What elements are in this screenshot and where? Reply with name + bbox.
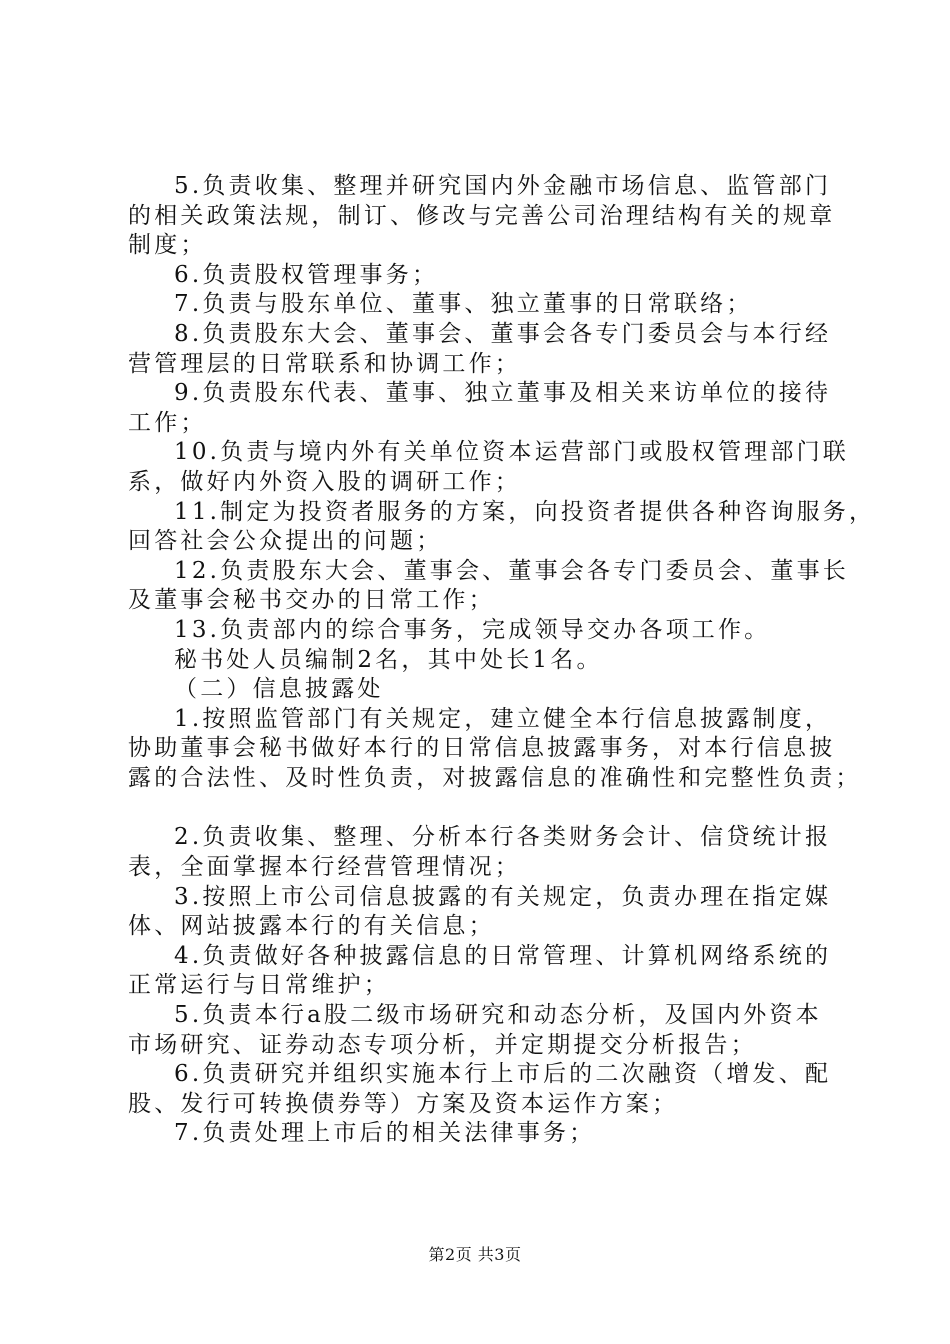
paragraph-line: 股、发行可转换债券等）方案及资本运作方案；	[128, 1090, 679, 1117]
paragraph-line: 正常运行与日常维护；	[128, 972, 390, 999]
blank-line	[128, 793, 843, 823]
paragraph-line: 10.负责与境内外有关单位资本运营部门或股权管理部门联	[174, 439, 849, 466]
paragraph-line: 1.按照监管部门有关规定，建立健全本行信息披露制度，	[174, 705, 832, 732]
paragraph-line: 13.负责部内的综合事务，完成领导交办各项工作。	[174, 616, 771, 643]
paragraph-line: 7.负责与股东单位、董事、独立董事的日常联络；	[174, 291, 753, 318]
paragraph-line: 5.负责收集、整理并研究国内外金融市场信息、监管部门	[174, 173, 832, 199]
paragraph-line: 表，全面掌握本行经营管理情况；	[128, 854, 521, 881]
paragraph-line: 12.负责股东大会、董事会、董事会各专门委员会、董事长	[174, 557, 849, 584]
paragraph-line: 5.负责本行a股二级市场研究和动态分析，及国内外资本	[174, 1002, 822, 1029]
paragraph-line: 系，做好内外资入股的调研工作；	[128, 468, 521, 495]
paragraph-line: 4.负责做好各种披露信息的日常管理、计算机网络系统的	[174, 942, 832, 969]
paragraph-line: 9.负责股东代表、董事、独立董事及相关来访单位的接待	[174, 380, 832, 407]
paragraph-line: 及董事会秘书交办的日常工作；	[128, 587, 495, 614]
paragraph-line: 制度；	[128, 232, 207, 259]
paragraph-line: 回答社会公众提出的问题；	[128, 528, 443, 555]
paragraph-line: 7.负责处理上市后的相关法律事务；	[174, 1120, 596, 1147]
paragraph-line: 秘书处人员编制2名，其中处长1名。	[174, 646, 603, 673]
paragraph-line: 的相关政策法规，制订、修改与完善公司治理结构有关的规章	[128, 202, 836, 229]
section-heading: （二）信息披露处	[174, 676, 384, 703]
paragraph-line: 6.负责研究并组织实施本行上市后的二次融资（增发、配	[174, 1061, 832, 1088]
paragraph-line: 11.制定为投资者服务的方案，向投资者提供各种咨询服务，	[174, 498, 876, 525]
paragraph-line: 协助董事会秘书做好本行的日常信息披露事务，对本行信息披	[128, 735, 836, 762]
document-body	[128, 172, 876, 1149]
paragraph-line: 8.负责股东大会、董事会、董事会各专门委员会与本行经	[174, 320, 832, 347]
paragraph-line: 6.负责股权管理事务；	[174, 261, 439, 288]
paragraph-line: 体、网站披露本行的有关信息；	[128, 913, 495, 940]
paragraph-line: 2.负责收集、整理、分析本行各类财务会计、信贷统计报	[174, 824, 832, 851]
paragraph-line: 营管理层的日常联系和协调工作；	[128, 350, 521, 377]
page-footer	[0, 1244, 950, 1266]
paragraph-line: 工作；	[128, 409, 207, 436]
paragraph-line: 市场研究、证券动态专项分析，并定期提交分析报告；	[128, 1031, 757, 1058]
paragraph-line: 3.按照上市公司信息披露的有关规定，负责办理在指定媒	[174, 883, 832, 910]
paragraph-line: 露的合法性、及时性负责，对披露信息的准确性和完整性负责；	[128, 764, 862, 791]
page-number-label: 第2页 共3页	[428, 1245, 522, 1264]
